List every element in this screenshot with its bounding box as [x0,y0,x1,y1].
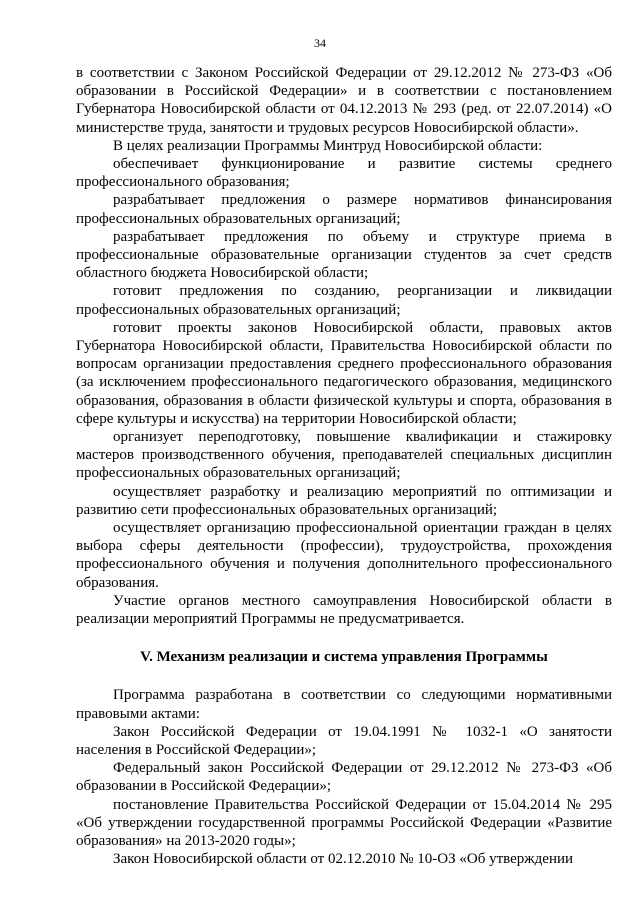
list-item: обеспечивает функционирование и развитие системы среднего профессионального образования; [76,156,612,191]
list-item: готовит предложения по созданию, реорганизации и ликвидации профессиональных образовательных организаций; [76,283,612,318]
list-item: осуществляет организацию профессиональной ориентации граждан в целях выбора сферы деятельности (профессии), трудоустройства, прохождения профессионального обучения и получения дополнительного профессионального образования. [76,520,612,591]
list-item: Федеральный закон Российской Федерации от 29.12.2012 № 273-ФЗ «Об образовании в Российской Федерации»; [76,760,612,795]
paragraph: Программа разработана в соответствии со следующими нормативными правовыми актами: [76,687,612,722]
list-item: Закон Новосибирской области от 02.12.2010 № 10-ОЗ «Об утверждении [113,851,574,868]
list-item: разрабатывает предложения по объему и структуре приема в профессиональные образовательные организации студентов за счет средств областного бюджета Новосибирской области; [76,228,612,282]
list-item: готовит проекты законов Новосибирской области, правовых актов Губернатора Новосибирской области, Правительства Новосибирской области по вопросам организации предоставления среднего профессионального образования (за исключением профессионального педагогического образования, медицинского образования, образования в области физической культуры и спорта, образования в сфере культуры и искусства) на территории Новосибирской области; [76,319,612,427]
list-item: разрабатывает предложения о размере нормативов финансирования профессиональных образовательных организаций; [76,192,612,227]
list-item: постановление Правительства Российской Федерации от 15.04.2014 № 295 «Об утверждении государственной программы Российской Федерации «Развитие образования» на 2013-2020 годы»; [76,796,612,849]
list-item: осуществляет разработку и реализацию мероприятий по оптимизации и развитию сети профессиональных образовательных организаций; [76,483,612,518]
document-body [76,64,612,868]
page-number: 34 [314,36,326,50]
section-heading: V. Механизм реализации и система управления Программы [140,649,548,666]
list-item: организует переподготовку, повышение квалификации и стажировку мастеров производственного обучения, преподавателей специальных дисциплин профессиональных образовательных организаций; [76,429,612,482]
paragraph: в соответствии с Законом Российской Федерации от 29.12.2012 № 273-ФЗ «Об образовании в Российской Федерации» и в соответствии с постановлением Губернатора Новосибирской области от 04.12.2013 № 293 (ред. от 22.07.2014) «О министерстве труда, занятости и трудовых ресурсов Новосибирской области». [76,65,612,136]
list-item: Закон Российской Федерации от 19.04.1991 № 1032-1 «О занятости населения в Российской Федерации»; [76,723,612,758]
paragraph: Участие органов местного самоуправления Новосибирской области в реализации мероприятий Программы не предусматривается. [76,592,612,628]
paragraph: В целях реализации Программы Минтруд Новосибирской области: [113,137,543,154]
